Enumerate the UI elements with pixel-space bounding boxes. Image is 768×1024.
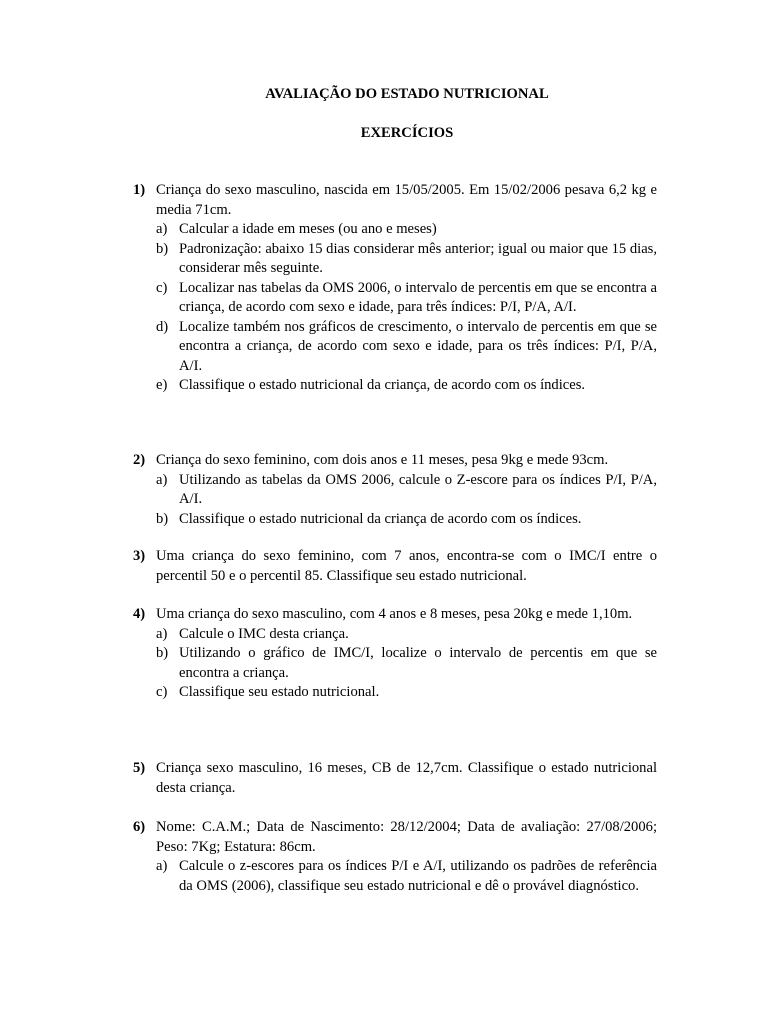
sub-item-text: Localizar nas tabelas da OMS 2006, o intervalo de percentis em que se encontra a criança, de acordo com sexo e idade, para três índices: P/I, P/A, A/I. xyxy=(179,279,657,315)
exercise-statement: Criança sexo masculino, 16 meses, CB de 12,7cm. Classifique o estado nutricional desta criança. xyxy=(156,760,657,796)
exercise-number: 2) xyxy=(133,452,146,468)
sub-item-label: b) xyxy=(156,645,169,661)
exercise-number: 1) xyxy=(133,182,146,198)
sub-item-label: a) xyxy=(156,471,168,488)
sub-item-text: Padronização: abaixo 15 dias considerar mês anterior; igual ou maior que 15 dias, considerar mês seguinte. xyxy=(179,240,657,276)
sub-item-text: Calcular a idade em meses (ou ano e meses) xyxy=(179,221,437,237)
exercise-number: 6) xyxy=(133,819,146,835)
exercise-3 xyxy=(133,547,657,586)
exercise-statement: Uma criança do sexo feminino, com 7 anos, encontra-se com o IMC/I entre o percentil 50 e o percentil 85. Classifique seu estado nutricional. xyxy=(156,548,657,584)
sub-item xyxy=(156,279,657,318)
document-subtitle: EXERCÍCIOS xyxy=(360,125,454,141)
exercise-5 xyxy=(133,759,657,798)
exercise-statement: Nome: C.A.M.; Data de Nascimento: 28/12/2004; Data de avaliação: 27/08/2006; Peso: 7Kg; Estatura: 86cm. xyxy=(156,819,657,855)
sub-item xyxy=(156,220,657,240)
exercise-number: 3) xyxy=(133,548,146,564)
sub-item-label: c) xyxy=(156,684,168,700)
sub-item-text: Utilizando as tabelas da OMS 2006, calcule o Z-escore para os índices P/I, P/A, A/I. xyxy=(179,471,657,507)
exercise-statement: Criança do sexo masculino, nascida em 15/05/2005. Em 15/02/2006 pesava 6,2 kg e media 71cm. xyxy=(156,182,657,218)
sub-item-label: e) xyxy=(156,377,168,393)
exercise-statement: Criança do sexo feminino, com dois anos e 11 meses, pesa 9kg e mede 93cm. xyxy=(156,452,609,468)
sub-item-label: b) xyxy=(156,240,169,257)
sub-item-label: a) xyxy=(156,858,168,874)
sub-item xyxy=(156,376,657,396)
exercise-statement: Uma criança do sexo masculino, com 4 anos e 8 meses, pesa 20kg e mede 1,10m. xyxy=(156,606,633,622)
sub-item-text: Classifique seu estado nutricional. xyxy=(179,684,380,700)
sub-item xyxy=(156,644,657,683)
sub-item xyxy=(156,857,657,896)
sub-item-text: Calcule o IMC desta criança. xyxy=(179,625,349,642)
sub-item-text: Localize também nos gráficos de crescimento, o intervalo de percentis em que se encontra a criança, de acordo com sexo e idade, para os três índices: P/I, P/A, A/I. xyxy=(179,318,657,374)
sub-item-label: d) xyxy=(156,318,169,335)
sub-item xyxy=(156,625,657,645)
exercise-number: 4) xyxy=(133,606,146,622)
sub-item-label: c) xyxy=(156,279,168,296)
exercise-2 xyxy=(133,451,657,529)
sub-item-text: Utilizando o gráfico de IMC/I, localize o intervalo de percentis em que se encontra a criança. xyxy=(179,645,657,681)
sub-item-label: b) xyxy=(156,510,169,527)
document-title: AVALIAÇÃO DO ESTADO NUTRICIONAL xyxy=(265,86,549,102)
sub-item-text: Classifique o estado nutricional da criança de acordo com os índices. xyxy=(179,510,582,527)
sub-item xyxy=(156,510,657,530)
sub-item-text: Calcule o z-escores para os índices P/I e A/I, utilizando os padrões de referência da OMS (2006), classifique seu estado nutricional e dê o provável diagnóstico. xyxy=(179,858,657,894)
sub-item-label: a) xyxy=(156,221,168,237)
exercise-number: 5) xyxy=(133,760,146,776)
sub-item xyxy=(156,471,657,510)
sub-item-text: Classifique o estado nutricional da criança, de acordo com os índices. xyxy=(179,377,586,393)
sub-item xyxy=(156,318,657,377)
sub-item xyxy=(156,683,657,703)
sub-item-label: a) xyxy=(156,625,168,642)
exercise-4 xyxy=(133,605,657,703)
exercise-1 xyxy=(133,181,657,396)
exercise-6 xyxy=(133,818,657,896)
sub-item xyxy=(156,240,657,279)
